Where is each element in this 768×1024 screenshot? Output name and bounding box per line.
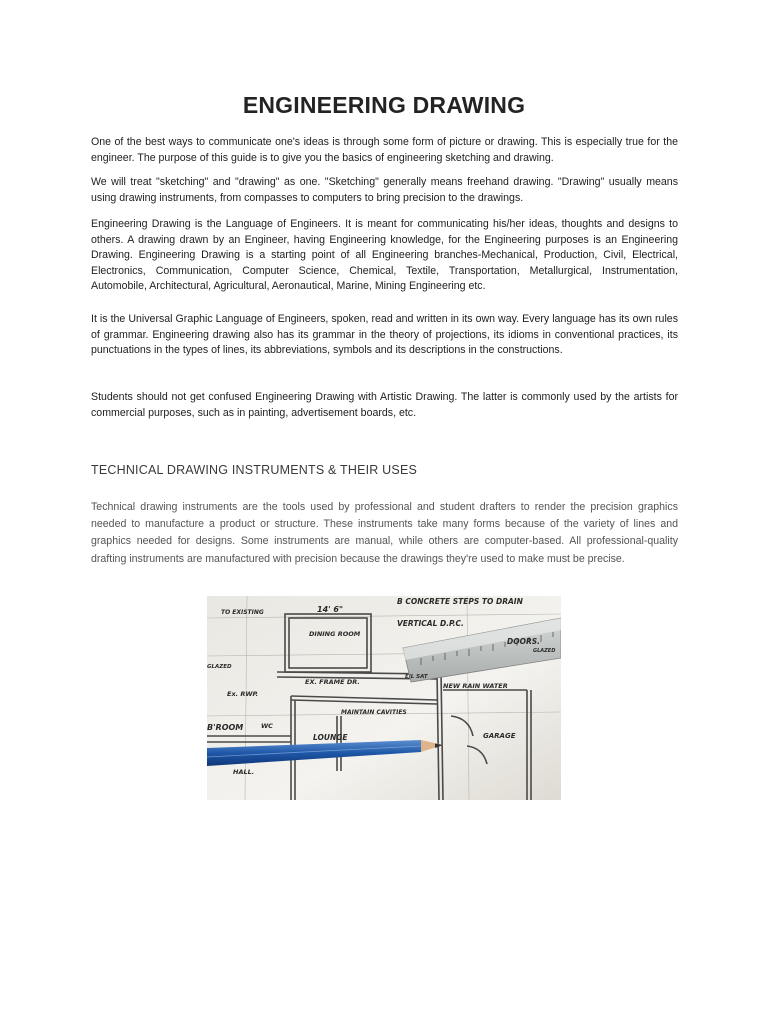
- label-to-existing: TO EXISTING: [221, 609, 264, 616]
- paragraph-instruments: Technical drawing instruments are the tools used by professional and student drafters to render the precision graphics needed to manufacture a product or structure. These instruments take many forms because of the variety of lines and graphics needed for designs. Some instruments are manual, while others are computer-based. All professional-quality drafting instruments are manufactured with precision because the drawings they're used to make must be precise.: [91, 501, 678, 565]
- label-concrete-steps: B CONCRETE STEPS TO DRAIN: [397, 597, 523, 606]
- paragraph-artistic: Students should not get confused Engineering Drawing with Artistic Drawing. The latter is commonly used by the artists for commercial purposes, such as in painting, advertisement boards, etc.: [91, 391, 678, 419]
- section-heading: TECHNICAL DRAWING INSTRUMENTS & THEIR USES: [91, 463, 418, 477]
- paragraph-language: Engineering Drawing is the Language of Engineers. It is meant for communicating his/her ideas, thoughts and designs to others. A drawing drawn by an Engineer, having Engineering knowledge, for the Engineering purposes is an Engineering Drawing. Engineering Drawing is a starting point of all Engineering branches-Mechanical, Production, Civil, Electrical, Electronics, Communication, Computer Science, Chemical, Textile, Transportation, Metallurgical, Instrumentation, Automobile, Architectural, Agricultural, Aeronautical, Marine, Mining Engineering etc.: [91, 218, 678, 293]
- label-new-rain-water: NEW RAIN WATER: [443, 682, 508, 690]
- document-title: ENGINEERING DRAWING: [242, 92, 526, 118]
- label-sat: E/L SAT: [405, 674, 428, 680]
- label-doors: DOORS.: [507, 637, 541, 646]
- label-dining-room: DINING ROOM: [309, 630, 361, 638]
- label-b-room: B'ROOM: [207, 723, 244, 732]
- label-wc: WC: [261, 722, 273, 730]
- label-ex-frame: EX. FRAME DR.: [305, 678, 360, 686]
- label-maintain-cavities: MAINTAIN CAVITIES: [341, 709, 407, 716]
- label-lounge: LOUNGE: [313, 733, 348, 742]
- label-garage: GARAGE: [483, 732, 516, 740]
- paragraph-sketching: We will treat "sketching" and "drawing" as one. "Sketching" generally means freehand drawing. "Drawing" usually means using drawing instruments, from compasses to computers to bring precision to the drawings.: [91, 176, 678, 204]
- label-hall: HALL.: [233, 768, 255, 776]
- paragraph-intro: One of the best ways to communicate one's ideas is through some form of picture or drawing. This is especially true for the engineer. The purpose of this guide is to give you the basics of engineering sketching and drawing.: [91, 136, 678, 164]
- label-ex-rwp: Ex. RWP.: [227, 690, 259, 698]
- label-dimension: 14' 6": [317, 605, 344, 614]
- label-glazed-right: GLAZED: [533, 648, 556, 654]
- floor-plan-photo: [207, 596, 561, 800]
- label-vertical-dpc: VERTICAL D.P.C.: [397, 619, 464, 628]
- floor-plan-illustration: [207, 596, 561, 800]
- paragraph-universal: It is the Universal Graphic Language of Engineers, spoken, read and written in its own way. Every language has its own rules of grammar. Engineering drawing also has its grammar in the theory of projections, its idioms in conventional practices, its punctuations in the types of lines, its abbreviations, symbols and its descriptions in the constructions.: [91, 313, 678, 357]
- label-glazed: GLAZED: [207, 664, 232, 670]
